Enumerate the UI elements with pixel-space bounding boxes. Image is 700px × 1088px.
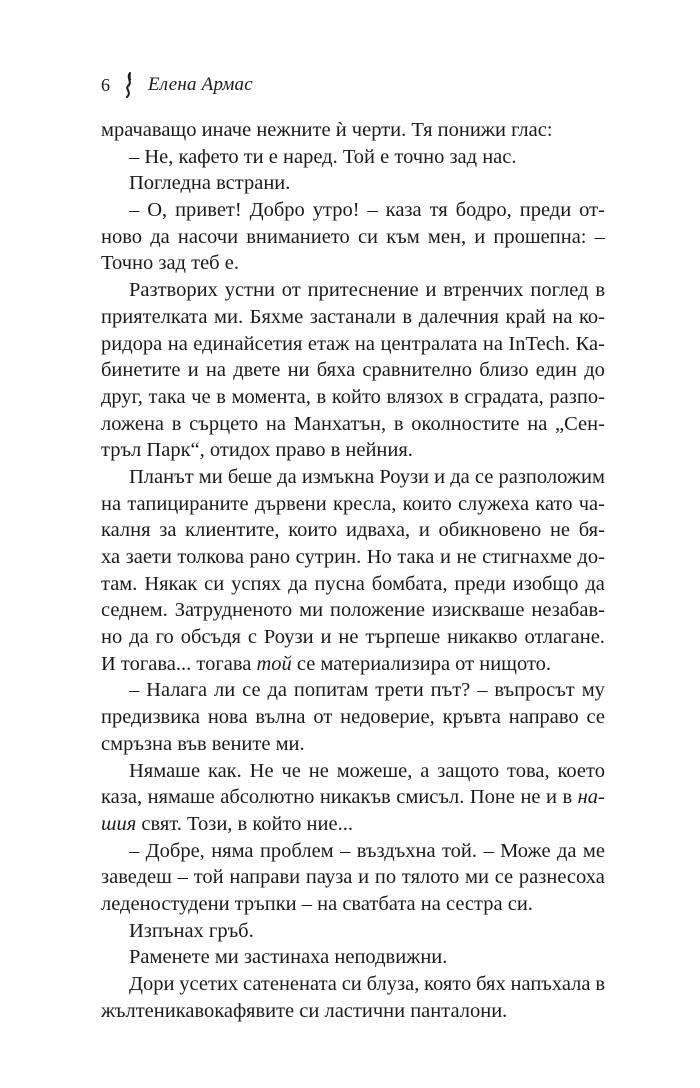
word: се [242,679,261,702]
word: „Сен- [555,412,605,435]
word: направи [229,866,301,889]
word: сградата, [464,385,544,408]
word: ме [582,839,605,862]
word: седнем. [101,599,168,622]
word: направо [508,706,579,729]
word: там. [101,572,138,595]
word: мен, [427,225,467,248]
word: околностите [411,412,520,435]
text-line [101,544,605,571]
text-segment: смръзна във вените ми. [101,732,305,755]
text-segment: тръл Парк“, отидох право в нейния. [101,439,413,462]
word: той [193,866,224,889]
text-line [101,517,605,544]
word: Дори [129,973,175,995]
word: смисъл. [396,786,465,809]
word: обсъдя [180,626,241,649]
word: в [402,305,413,328]
word: по [374,866,397,889]
word: друг, [101,385,143,408]
italic-text: шия [101,812,137,835]
word: сърцето [189,412,259,435]
word: си [357,225,379,248]
word: ча- [578,492,605,515]
text-line [101,624,605,651]
word: усетих [179,973,239,995]
word: Бяхме [249,305,304,328]
word: не [549,519,571,542]
italic-text: той [256,652,292,675]
word: рано [249,546,291,568]
word: която [424,973,472,995]
word: на [552,305,573,328]
word: вълна [255,706,306,729]
word: влязох [386,385,444,408]
word: Разтворих [129,279,218,302]
text-line [101,838,605,865]
text-line [101,597,605,624]
word: изобщо [512,572,579,595]
word: идваха, [346,519,411,542]
word: калня [101,519,151,542]
text-line [101,731,605,758]
text-segment: Изпънах гръб. [129,919,254,942]
word: си [204,572,225,595]
word: да [450,465,470,488]
word: което [557,759,605,782]
word: а [420,759,430,782]
word: двете [233,359,281,382]
word: преди [454,572,506,595]
word: застанали [309,305,396,328]
word: да [288,572,308,595]
word: не [308,759,329,782]
word: в [316,385,327,408]
word: ни [287,359,310,382]
word: трети [375,679,424,702]
text-line [101,677,605,704]
word: незабав- [531,599,605,622]
word: бомбата, [371,572,448,595]
word: и [439,546,451,568]
word: Налага [146,679,208,702]
word: далечния [418,305,499,328]
text-line [101,331,605,358]
word: каза, [101,786,143,809]
word: да [556,839,577,862]
word: в [595,973,605,995]
word: как. [207,759,242,782]
word: устни [224,279,275,302]
word: Планът [129,465,194,488]
word: в [393,412,404,435]
word: тялото [401,866,460,889]
word: Манхатън, [293,412,387,435]
text-line [101,758,605,785]
word: на [205,359,226,382]
text-line [101,571,605,598]
word: вниманието [246,225,350,248]
word: в [171,412,182,435]
word: – [129,679,140,702]
word: от [281,279,301,302]
word: бя- [578,519,605,542]
word: положение [330,599,425,622]
word: измъкна [301,465,375,488]
text-line [101,170,605,197]
text-line [101,437,605,464]
text-line [101,144,605,171]
word: можеше, [336,759,413,782]
word: предизвика [101,706,200,729]
word: етаж [307,332,350,355]
word: си [341,973,362,995]
text-segment: И тогава... тогава [101,652,257,675]
word: централата [380,332,478,355]
word: да [585,572,605,595]
word: да [267,679,287,702]
word: толкова [177,546,244,568]
word: каза [385,199,422,222]
word: изискваше [431,599,525,622]
word: разположим [498,465,605,488]
word: че [281,759,301,782]
word: поглед [530,279,589,302]
word: да [277,465,297,488]
text-line [101,891,605,918]
text-line [101,998,605,1025]
word: към [386,225,420,248]
word: на [101,492,122,515]
word: се [586,706,605,729]
word: и [546,786,557,809]
word: обикновено [438,519,542,542]
text-segment: мрачаващо иначе нежните ѝ черти. Тя понижи глас: [101,119,553,141]
word: Поне [469,786,515,809]
word: разпо- [549,385,605,408]
word: се [474,465,494,488]
word: бях [476,973,506,995]
text-line [101,464,605,491]
word: и [418,519,430,542]
text-line [101,944,605,971]
word: да [129,626,149,649]
word: сатенената [242,973,337,995]
word: преди [519,199,572,222]
word: попитам [293,679,369,702]
word: ми [464,866,489,889]
word: но [101,626,123,649]
word: ми [299,599,324,622]
word: пусна [314,572,365,595]
word: притеснение [307,279,419,302]
word: Роузи [263,626,314,649]
word: разнесоха [518,866,605,889]
word: не [456,546,477,568]
word: привет! [175,199,242,222]
text-segment: се материализира от нищото. [291,652,552,675]
text-line [101,811,605,838]
word: Добре, [145,839,205,862]
word: и [187,359,199,382]
text-line [101,197,605,224]
word: нямаше [147,786,215,809]
word: не [338,626,359,649]
word: до- [577,546,605,568]
text-line [101,784,605,811]
word: търпеше [365,626,441,649]
text-segment: жълтеникавокафявите си ластични панталони. [101,999,508,1022]
word: така [397,546,435,568]
word: бодро, [455,199,512,222]
word: тя [429,199,448,222]
text-line [101,117,605,144]
word: му [581,679,605,702]
word: на [527,412,548,435]
word: и [320,626,332,649]
word: заведеш [101,866,172,889]
word: че [191,385,211,408]
word: дървени [254,492,327,515]
word: на [265,412,286,435]
word: втренчих [443,279,524,302]
word: бяха [316,359,356,382]
text-segment: – Не, кафето ти е наред. Той е точно зад нас. [129,145,517,168]
word: Но [366,546,392,568]
word: заети [125,546,172,568]
word: – [477,679,488,702]
word: Нямаше [129,759,201,782]
word: О, [147,199,168,222]
word: Някак [144,572,198,595]
text-line [101,304,605,331]
word: кръвта [442,706,501,729]
word: така [148,385,186,408]
word: който [331,385,381,408]
word: – [340,839,351,862]
word: въпросът [494,679,575,702]
word: напъхала [510,973,591,995]
word: проблем [259,839,334,862]
word: ново [101,225,143,248]
word: не [520,786,541,809]
word: единайсетия [193,332,303,355]
word: и [425,279,437,302]
word: в [595,279,605,302]
word: с [247,626,257,649]
body-text [101,117,605,1024]
word: успях [231,572,282,595]
word: като [535,492,573,515]
word: да [150,225,170,248]
word: за [159,519,177,542]
word: нова [207,706,248,729]
running-header [101,70,253,100]
page-number: 6 [101,74,110,95]
word: няма [211,839,254,862]
word: въздъхна [356,839,436,862]
word: ха [101,546,121,568]
word: отлагане. [524,626,605,649]
word: до [584,359,605,382]
text-line [101,250,605,277]
word: го [155,626,174,649]
word: клиентите, [185,519,280,542]
word: пауза [305,866,353,889]
text-line [101,224,605,251]
text-line [101,491,605,518]
word: и [358,866,370,889]
word: ложена [101,412,165,435]
word: приятелката [101,305,208,328]
word: в [449,385,459,408]
text-segment: Точно зад теб е. [101,252,239,275]
text-line [101,704,605,731]
word: беше [227,465,273,488]
word: Затрудненото [174,599,293,622]
word: – [483,839,494,862]
word: момента, [231,385,311,408]
word: в [562,786,573,809]
text-segment: Раменете ми застинаха неподвижни. [129,946,448,969]
text-line [101,918,605,945]
text-segment: Погледна встрани. [129,172,291,195]
word: ридора [101,332,163,355]
word: и [474,225,486,248]
text-line [101,651,605,678]
word: които [402,492,452,515]
word: – [594,225,605,248]
word: на- [577,786,605,809]
word: Може [500,839,551,862]
word: защото [437,759,500,782]
text-line [101,357,605,384]
feather-ornament-icon [124,72,134,98]
word: прошепна: [493,225,587,248]
word: Роузи [379,465,430,488]
text-segment: леденостудени тръпки – на сватбата на сестра си. [101,892,533,915]
word: утро! [312,199,360,222]
word: на [167,332,188,355]
word: ми [198,465,223,488]
text-line [101,411,605,438]
word: InTech. [508,332,571,355]
word: сутрин. [295,546,362,568]
text-line [101,384,605,411]
word: на [482,332,503,355]
word: един [535,359,577,382]
word: се [494,866,514,889]
word: от [313,706,333,729]
word: той. [441,839,478,862]
text-line [101,864,605,891]
word: ко- [579,305,605,328]
word: – [129,839,140,862]
word: тапицираните [127,492,249,515]
word: бинетите [101,359,181,382]
word: – [367,199,378,222]
word: кресла, [333,492,397,515]
word: сравнително [362,359,472,382]
word: път? [430,679,471,702]
word: близо [479,359,529,382]
text-segment: свят. Този, в който ние... [136,812,353,835]
word: Не [249,759,274,782]
text-line [101,277,605,304]
word: това, [507,759,550,782]
word: ли [213,679,236,702]
word: Добро [249,199,305,222]
word: – [129,199,140,222]
word: никакво [447,626,518,649]
word: – [177,866,188,889]
word: насочи [177,225,239,248]
author-name: Елена Армас [148,74,253,95]
word: стигнахме [482,546,572,568]
word: блуза, [366,973,420,995]
word: ми. [214,305,244,328]
word: и [434,465,446,488]
text-line [101,971,605,998]
word: на [354,332,375,355]
word: Ка- [575,332,605,355]
word: никакъв [319,786,391,809]
word: служеха [457,492,530,515]
word: в [216,385,226,408]
word: край [505,305,546,328]
word: от- [579,199,605,222]
word: абсолютно [220,786,315,809]
word: които [288,519,338,542]
word: недоверие, [340,706,435,729]
